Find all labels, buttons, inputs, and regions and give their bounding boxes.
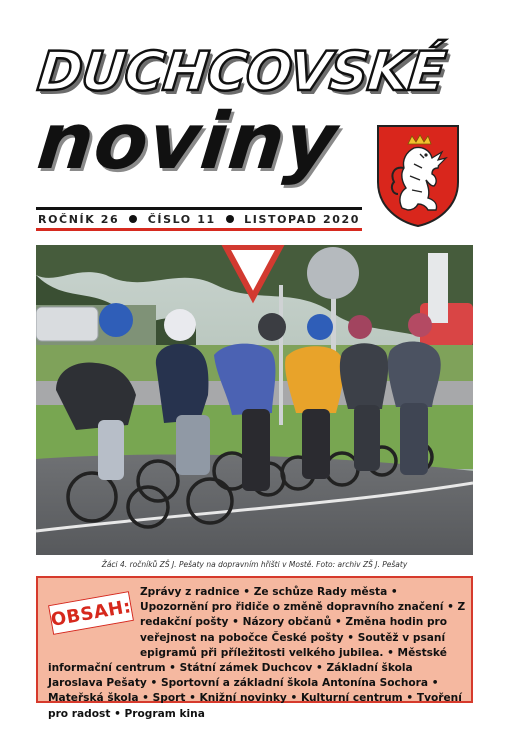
bullet-dot-icon — [226, 215, 234, 223]
bullet-dot-icon — [129, 215, 137, 223]
issue-year: ROČNÍK 26 — [38, 212, 120, 226]
lion-coat-of-arms-icon — [376, 124, 460, 228]
issue-info-bar — [36, 207, 362, 231]
masthead-title-word: noviny — [33, 97, 342, 187]
masthead-title-line1: DUCHCOVSKÉ — [34, 40, 448, 103]
contents-box — [36, 576, 473, 720]
issue-number: ČÍSLO 11 — [147, 212, 216, 226]
contents-label: OBSAH: — [49, 595, 133, 631]
issue-month: LISTOPAD 2020 — [244, 212, 360, 226]
label-spacer — [48, 585, 140, 647]
contents-text-block — [48, 585, 466, 722]
cover-photo — [36, 245, 473, 555]
photo-caption: Žáci 4. ročníků ZŠ J. Pešaty na dopravním hřišti v Mostě. Foto: archiv ZŠ J. Pešaty — [101, 560, 408, 569]
contents-text: Zprávy z radnice • Ze schůze Rady města • Upozornění pro řidiče o změně dopravního značení • Z redakční pošty • Názory občanů • Změna hodin pro veřejnost na pobočce České pošty • Soutěž v psaní epigramů při příležitosti velkého jubilea. • Městské informační centrum • Státní zámek Duchcov • Základní škola Jaroslava Pešaty • Sportovní a základní škola Antonína Sochora • Mateřská škola • Sport • Knižní novinky • Kulturní centrum • Tvoření pro radost • Program kina — [48, 586, 466, 720]
masthead-title-line2 — [33, 97, 342, 187]
